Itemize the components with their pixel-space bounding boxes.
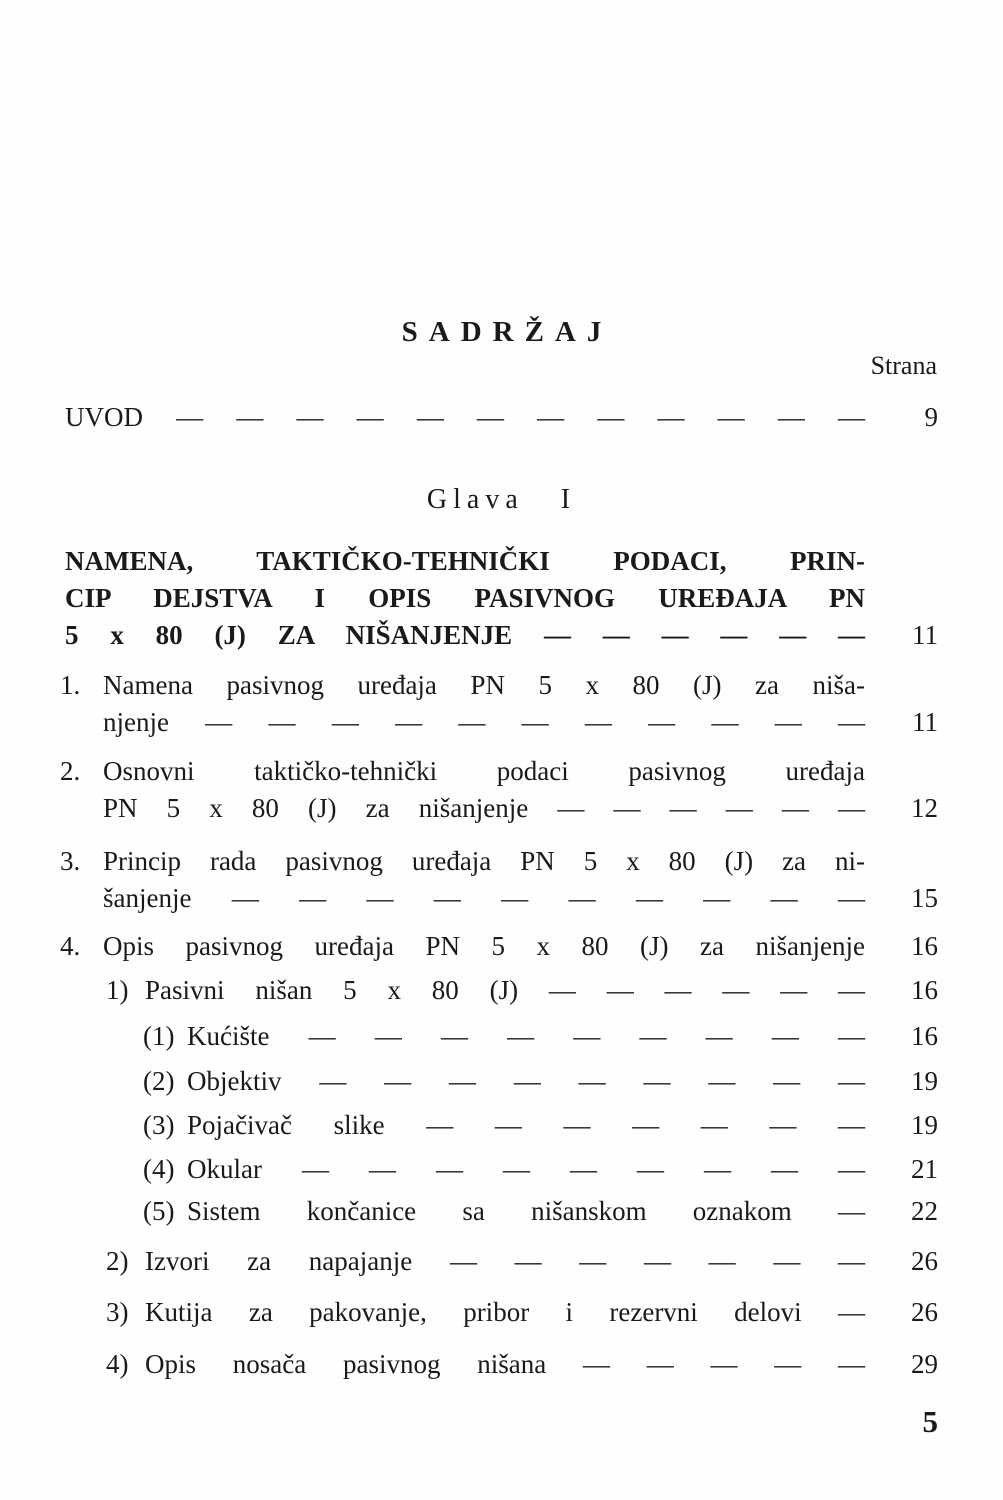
entry-text: Opis pasivnog uređaja PN 5 x 80 (J) za nišanjenje — [103, 931, 865, 961]
entry-text-continuation — [103, 790, 865, 827]
entry-page-number: 16 — [911, 931, 938, 961]
entry-page-number: 16 — [911, 1021, 938, 1051]
entry-text: Pasivni nišan 5 x 80 (J) — [145, 975, 519, 1005]
toc-entry — [0, 1294, 1003, 1331]
entry-line — [187, 1018, 865, 1055]
entry-page-number: 22 — [911, 1196, 938, 1226]
entry-text-continuation — [103, 880, 865, 917]
entry-text — [103, 928, 865, 965]
dash-leader: — — — — — — — — — — [302, 1154, 866, 1184]
section-heading-line: NAMENA, TAKTIČKO-TEHNIČKI PODACI, PRIN- — [65, 546, 865, 576]
page-column-header: Strana — [870, 351, 937, 380]
toc-entry — [0, 1151, 1003, 1188]
entry-page-number: 12 — [911, 793, 938, 823]
section-heading-line: CIP DEJSTVA I OPIS PASIVNOG UREĐAJA PN — [65, 583, 865, 613]
toc-row-uvod — [0, 399, 1003, 436]
entry-page-number: 9 — [924, 402, 938, 432]
toc-entry — [0, 1346, 1003, 1383]
dash-leader: — — [838, 1297, 866, 1327]
entry-text: Namena pasivnog uređaja PN 5 x 80 (J) za niša- — [103, 670, 865, 700]
toc-entry — [0, 1193, 1003, 1230]
toc-entry — [0, 843, 1003, 917]
entry-page-number: 19 — [911, 1066, 938, 1096]
entry-text: Pojačivač slike — [187, 1110, 385, 1140]
entry-number: 4) — [106, 1349, 129, 1379]
entry-text: Sistem končanice sa nišanskom oznakom — [187, 1196, 792, 1226]
entry-number: 4. — [60, 931, 81, 961]
entry-page-number: 26 — [911, 1246, 938, 1276]
entry-text: UVOD — [65, 402, 143, 432]
entry-number: (3) — [143, 1110, 175, 1140]
dash-leader: — — [838, 1196, 865, 1226]
entry-text: Osnovni taktičko-tehnički podaci pasivnog uređaja — [103, 756, 865, 786]
entry-page-number: 11 — [912, 707, 938, 737]
dash-leader: — — — — — — — — [426, 1110, 866, 1140]
toc-entry — [0, 1018, 1003, 1055]
entry-page-number: 16 — [911, 975, 938, 1005]
entry-text: Princip rada pasivnog uređaja PN 5 x 80 (J) za ni- — [103, 846, 865, 876]
dash-leader: — — — — — — [582, 1349, 866, 1379]
dash-leader: — — — — — — — [543, 620, 866, 650]
section-heading-text: 5 x 80 (J) ZA NIŠANJENJE — [65, 620, 513, 650]
entry-page-number: 15 — [911, 883, 938, 913]
entry-text: Kutija za pakovanje, pribor i rezervni delovi — [145, 1297, 802, 1327]
toc-title: SADRŽAJ — [401, 316, 613, 348]
entry-text: Izvori za napajanje — [145, 1246, 413, 1276]
dash-leader: — — — — — — — — — — [319, 1066, 866, 1096]
entry-page-number: 21 — [911, 1154, 938, 1184]
entry-line — [145, 972, 865, 1009]
toc-entry — [0, 667, 1003, 741]
toc-entry — [0, 1243, 1003, 1280]
entry-page-number: 26 — [911, 1297, 938, 1327]
section-heading-line — [65, 617, 865, 654]
entry-number: (2) — [143, 1066, 175, 1096]
entry-line — [187, 1107, 865, 1144]
entry-number: 2) — [106, 1246, 129, 1276]
dash-leader: — — — — — — — — [449, 1246, 866, 1276]
chapter-heading: Glava I — [426, 484, 577, 515]
entry-page-number: 11 — [912, 620, 938, 650]
toc-entry — [0, 1107, 1003, 1144]
dash-leader: — — — — — — — [557, 793, 866, 823]
entry-line — [145, 1294, 865, 1331]
entry-text: Okular — [187, 1154, 262, 1184]
section-heading — [0, 543, 1003, 654]
dash-leader: — — — — — — — — — — [308, 1021, 866, 1051]
toc-entry — [0, 972, 1003, 1009]
entry-number: (1) — [143, 1021, 175, 1051]
entry-number: 3. — [60, 846, 81, 876]
entry-text: PN 5 x 80 (J) za nišanjenje — [103, 793, 529, 823]
entry-number: (5) — [143, 1196, 175, 1226]
entry-text-continuation — [103, 704, 865, 741]
entry-line — [145, 1346, 865, 1383]
entry-number: 2. — [60, 756, 81, 786]
entry-text: Opis nosača pasivnog nišana — [145, 1349, 547, 1379]
entry-page-number: 19 — [911, 1110, 938, 1140]
entry-number: 3) — [106, 1297, 129, 1327]
entry-text: Kućište — [187, 1021, 270, 1051]
toc-uvod-line — [65, 399, 865, 436]
dash-leader: — — — — — — — — — — — — — [176, 402, 866, 432]
entry-number: 1) — [106, 975, 129, 1005]
toc-entry — [0, 1063, 1003, 1100]
entry-number: 1. — [60, 670, 81, 700]
entry-page-number: 29 — [911, 1349, 938, 1379]
entry-line — [187, 1063, 865, 1100]
entry-line — [145, 1243, 865, 1280]
entry-line — [187, 1151, 865, 1188]
dash-leader: — — — — — — — [548, 975, 866, 1005]
entry-line — [187, 1193, 865, 1230]
entry-number: (4) — [143, 1154, 175, 1184]
dash-leader: — — — — — — — — — — — [231, 883, 866, 913]
toc-entry — [0, 753, 1003, 827]
folio-page-number: 5 — [922, 1404, 938, 1439]
entry-text: šanjenje — [103, 883, 192, 913]
entry-text: Objektiv — [187, 1066, 282, 1096]
dash-leader: — — — — — — — — — — — — [205, 707, 866, 737]
toc-entry — [0, 928, 1003, 965]
entry-text: njenje — [103, 707, 169, 737]
